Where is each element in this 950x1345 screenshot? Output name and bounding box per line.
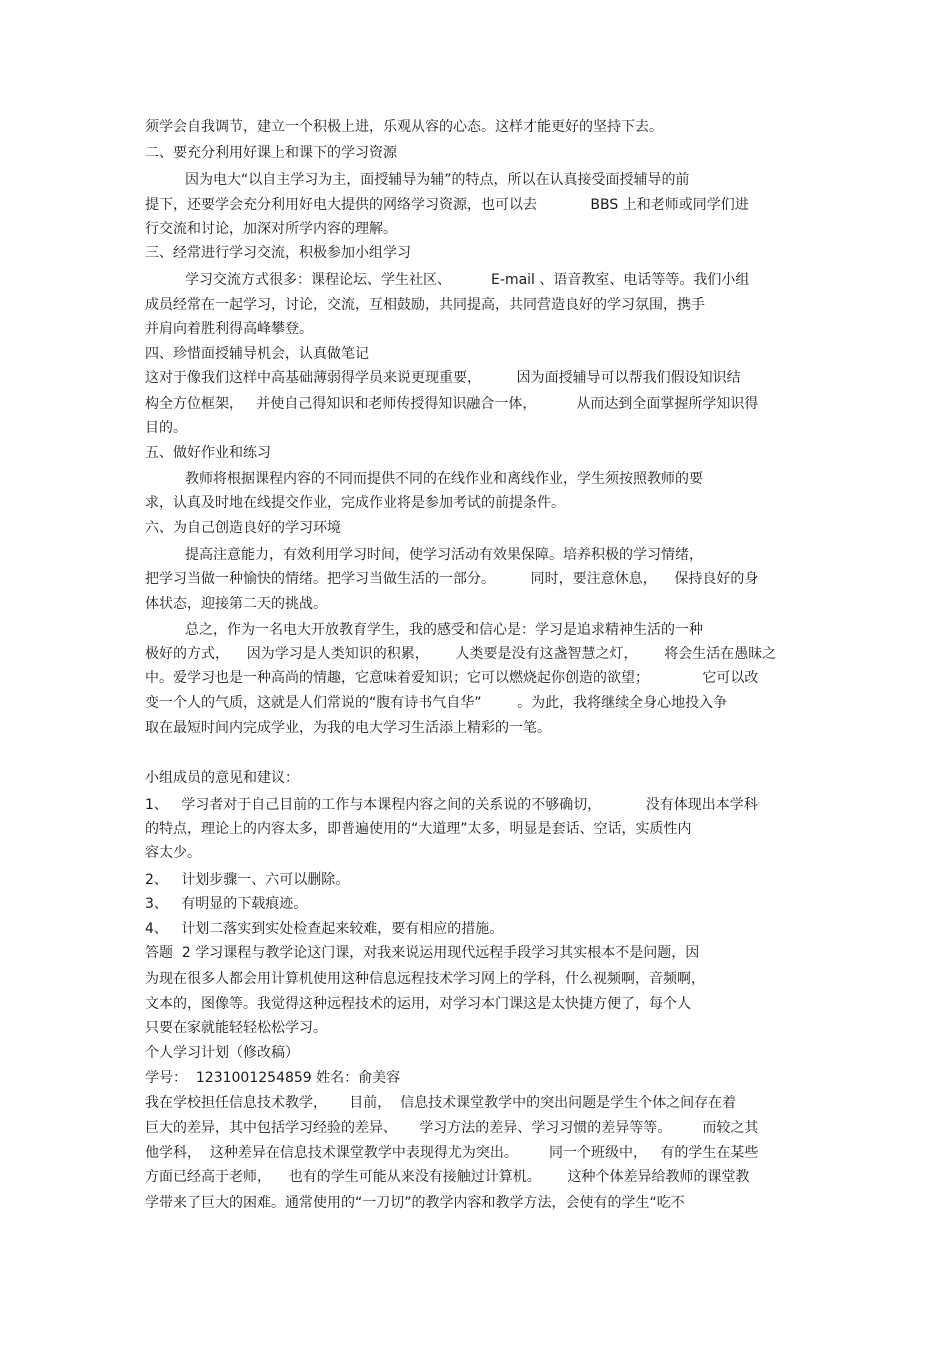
student-info: 学号： 1231001254859 姓名：俞美容 [145,1070,401,1086]
text-line: 体状态，迎接第二天的挑战。 [145,596,327,612]
text-line: 的特点，理论上的内容太多，即普遍使用的“大道理”太多，明显是套话、空话，实质性内 [145,821,692,837]
text-line: 这对于像我们这样中高基础薄弱得学员来说更现重要， 因为面授辅导可以帮我们假设知识结 [145,370,741,386]
text-line: 极好的方式， 因为学习是人类知识的积累， 人类要是没有这盏智慧之灯， 将会生活在愚昧之 [145,646,777,662]
text-line: 提高注意能力，有效利用学习时间，使学习活动有效果保障。培养积极的学习情绪， [185,547,703,563]
text-line: 中。爱学习也是一种高尚的情趣，它意味着爱知识；它可以燃烧起你创造的欲望； 它可以改 [145,670,759,686]
text-line: 答题 2 学习课程与教学论这门课，对我来说运用现代远程手段学习其实根本不是问题，因 [145,945,700,961]
text-line: 巨大的差异，其中包括学习经验的差异、 学习方法的差异、学习习惯的差异等等。 而较之其 [145,1120,759,1136]
list-item: 4、 计划二落实到实处检查起来较难，要有相应的措施。 [145,921,504,937]
text-line: 文本的，图像等。我觉得这种远程技术的运用，对学习本门课这是太快捷方便了，每个人 [145,996,691,1012]
text-line: 只要在家就能轻轻松松学习。 [145,1020,327,1036]
plan-title: 个人学习计划（修改稿） [145,1045,299,1061]
section-heading-5: 五、做好作业和练习 [145,445,271,461]
section-heading-3: 三、经常进行学习交流，积极参加小组学习 [145,245,411,261]
text-line: 学习交流方式很多：课程论坛、学生社区、 E-mail 、语音教室、电话等等。我们小组 [185,272,750,288]
section-heading-4: 四、珍惜面授辅导机会，认真做笔记 [145,346,369,362]
text-line: 变一个人的气质，这就是人们常说的“腹有诗书气自华” 。为此，我将继续全身心地投入争 [145,695,728,711]
text-line: 总之，作为一名电大开放教育学生，我的感受和信心是：学习是追求精神生活的一种 [185,622,703,638]
suggestions-heading: 小组成员的意见和建议： [145,770,299,786]
text-line: 为现在很多人都会用计算机使用这种信息远程技术学习网上的学科，什么视频啊，音频啊， [145,971,705,987]
text-line: 他学科， 这种差异在信息技术课堂教学中表现得尤为突出。 同一个班级中， 有的学生在某些 [145,1145,759,1161]
text-line: 构全方位框架， 并使自己得知识和老师传授得知识融合一体， 从而达到全面掌握所学知识得 [145,396,759,412]
section-heading-6: 六、为自己创造良好的学习环境 [145,520,341,536]
text-line: 取在最短时间内完成学业，为我的电大学习生活添上精彩的一笔。 [145,720,551,736]
text-line: 我在学校担任信息技术教学， 目前， 信息技术课堂教学中的突出问题是学生个体之间存在着 [145,1095,737,1111]
section-heading-2: 二、要充分利用好课上和课下的学习资源 [145,145,397,161]
list-item: 1、 学习者对于自己目前的工作与本课程内容之间的关系说的不够确切， 没有体现出本学科 [145,797,758,813]
list-item: 3、 有明显的下载痕迹。 [145,896,308,912]
text-line: 方面已经高于老师， 也有的学生可能从来没有接触过计算机。 这种个体差异给教师的课堂教 [145,1169,750,1185]
list-item: 2、 计划步骤一、六可以删除。 [145,872,350,888]
text-line: 学带来了巨大的困难。通常使用的“一刀切”的教学内容和教学方法，会使有的学生“吃不 [145,1195,685,1211]
text-line: 并肩向着胜利得高峰攀登。 [145,321,313,337]
text-line: 提下，还要学会充分利用好电大提供的网络学习资源，也可以去 BBS 上和老师或同学们进 [145,197,749,213]
text-line: 目的。 [145,420,187,436]
text-line: 行交流和讨论，加深对所学内容的理解。 [145,221,397,237]
text-line: 须学会自我调节，建立一个积极上进，乐观从容的心态。这样才能更好的坚持下去。 [145,119,663,135]
text-line: 把学习当做一种愉快的情绪。把学习当做生活的一部分。 同时，要注意休息， 保持良好的身 [145,571,759,587]
text-line: 求，认真及时地在线提交作业，完成作业将是参加考试的前提条件。 [145,495,565,511]
text-line: 容太少。 [145,845,201,861]
text-line: 因为电大“以自主学习为主，面授辅导为辅”的特点，所以在认真接受面授辅导的前 [185,172,690,188]
text-line: 教师将根据课程内容的不同而提供不同的在线作业和离线作业，学生须按照教师的要 [185,471,703,487]
text-line: 成员经常在一起学习，讨论，交流，互相鼓励，共同提高，共同营造良好的学习氛围，携手 [145,297,705,313]
